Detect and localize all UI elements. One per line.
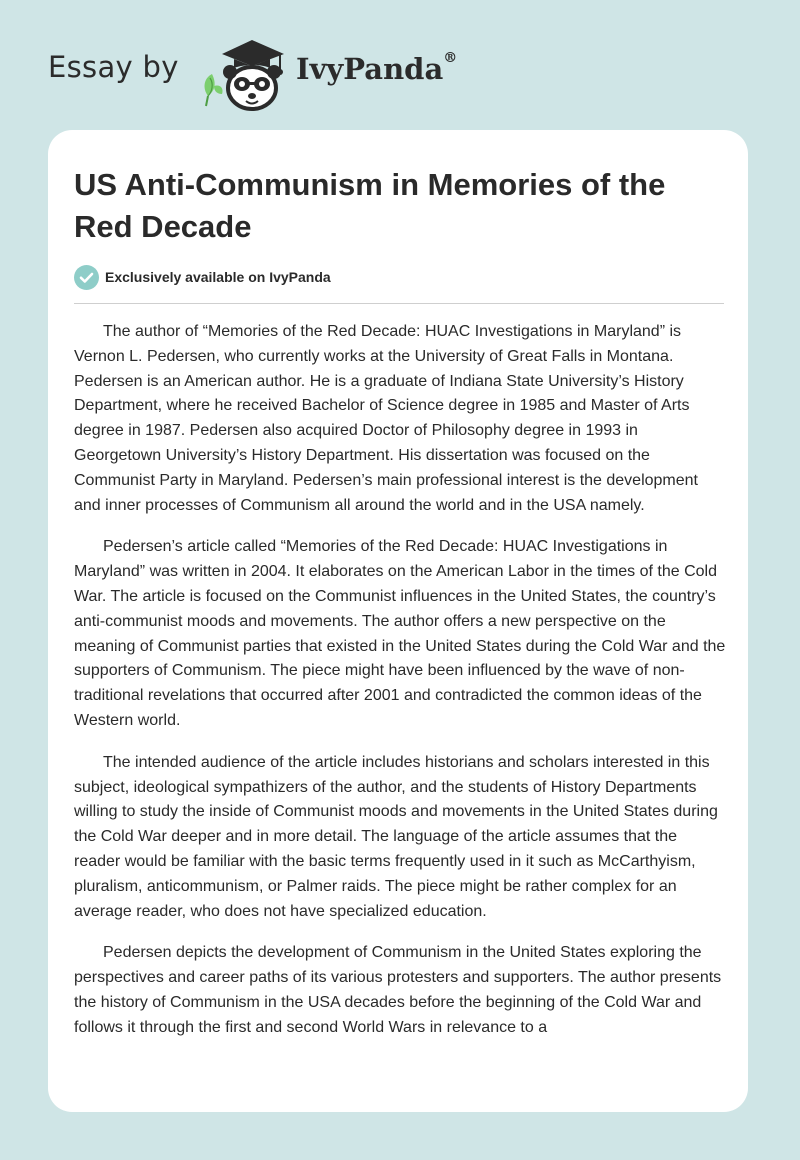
essay-body bbox=[74, 320, 726, 1058]
paragraph: Pedersen’s article called “Memories of the Red Decade: HUAC Investigations in Maryland” was written in 2004. It elaborates on the American Labor in the times of the Cold War. The article is focused on the Communist influences in the United States, the country’s anti-communist moods and movements. The author offers a new perspective on the meaning of Communist parties that existed in the United States during the Cold War and the supporters of Communism. The piece might have been influenced by the wave of non-traditional revelations that occurred after 2001 and contradicted the common ideas of the Western world. bbox=[74, 538, 726, 729]
page-title: US Anti-Communism in Memories of the Red Decade bbox=[74, 167, 666, 244]
exclusive-badge bbox=[74, 264, 331, 290]
registered-mark: ® bbox=[443, 50, 458, 66]
site-header bbox=[0, 0, 800, 120]
brand-label: IvyPanda bbox=[296, 52, 444, 86]
essay-by-label: Essay by bbox=[48, 50, 179, 84]
panda-graduate-logo-icon[interactable] bbox=[200, 34, 290, 112]
divider bbox=[74, 303, 724, 304]
essay-card bbox=[48, 130, 748, 1112]
paragraph: The author of “Memories of the Red Decade: HUAC Investigations in Maryland” is Vernon L. Pedersen, who currently works at the University of Great Falls in Montana. Pedersen is an American author. He is a graduate of Indiana State University’s History Department, where he received Bachelor of Science degree in 1985 and Master of Arts degree in 1987. Pedersen also acquired Doctor of Philosophy degree in 1993 in Georgetown University’s History Department. His dissertation was focused on the Communist Party in Maryland. Pedersen’s main professional interest is the development and inner processes of Communism all around the world and in the USA namely. bbox=[74, 323, 698, 514]
paragraph: Pedersen depicts the development of Communism in the United States exploring the perspectives and career paths of its various protesters and supporters. The author presents the history of Communism in the USA decades before the beginning of the Cold War and follows it through the first and second World Wars in relevance to a bbox=[74, 944, 722, 1036]
check-badge-icon bbox=[74, 265, 99, 290]
exclusive-label: Exclusively available on IvyPanda bbox=[105, 269, 331, 285]
paragraph: The intended audience of the article includes historians and scholars interested in this subject, ideological sympathizers of the author, and the students of History Departments willing to study the inside of Communist moods and movements in the United States during the Cold War deeper and in more detail. The language of the article assumes that the reader would be familiar with the basic terms frequently used in it such as McCarthyism, pluralism, anticommunism, or Palmer raids. The piece might be rather complex for an average reader, who does not have specialized education. bbox=[74, 753, 718, 920]
brand-name[interactable] bbox=[296, 52, 457, 86]
